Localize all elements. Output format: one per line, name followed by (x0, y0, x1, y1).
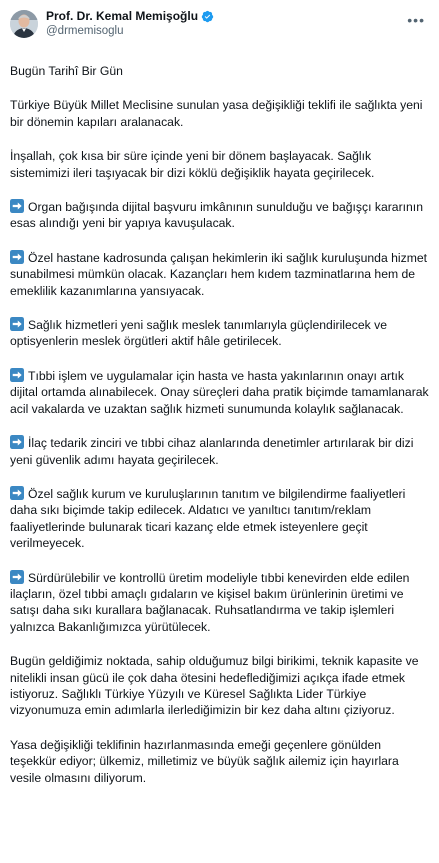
outro-paragraph: Yasa değişikliği teklifinin hazırlanmasında emeği geçenlere gönülden teşekkür ediyor; ülkemiz, milletimiz ve büyük sağlık ailemiz için hayırlara vesile olmasını diliyorum. (10, 737, 399, 785)
avatar[interactable] (10, 10, 38, 38)
post-title: Bugün Tarihî Bir Gün (10, 64, 123, 78)
post-header (10, 9, 429, 53)
intro-paragraph: Türkiye Büyük Millet Meclisine sunulan yasa değişikliği teklifi ile sağlıkta yeni bir dönemin kapıları aralanacak. (10, 98, 423, 129)
bullet-item (10, 435, 429, 468)
bullet-text: Özel hastane kadrosunda çalışan hekimlerin iki sağlık kuruluşunda hizmet sunabilmesi mümkün olacak. Kazançları hem kıdem tazminatlarına hem de emeklilik kazanımlarına yansıyacak. (10, 250, 428, 298)
post-text (10, 63, 429, 786)
verified-badge-icon (201, 10, 214, 23)
intro-paragraph: İnşallah, çok kısa bir süre içinde yeni bir dönem başlayacak. Sağlık sistemimizi ileri taşıyacak bir dizi köklü değişiklik hayata geçirilecek. (10, 149, 375, 180)
bullet-text: Özel sağlık kurum ve kuruluşlarının tanıtım ve bilgilendirme faaliyetleri daha sıkı biçimde takip edilecek. Aldatıcı ve yanıltıcı tanıtım/reklam faaliyetlerinde bulunarak ticari kazanç elde etmek isteyenlere geçit verilmeyecek. (10, 486, 406, 551)
right-arrow-emoji-icon (10, 199, 24, 213)
right-arrow-emoji-icon (10, 250, 24, 264)
outro-paragraph: Bugün geldiğimiz noktada, sahip olduğumuz bilgi birikimi, teknik kapasite ve nitelikli insan gücü ile çok daha ötesini hedeflediğimizi açıkça ifade etmek istiyoruz. Sağlıklı Türkiye Yüzyılı ve Küresel Sağlıkta Lider Türkiye vizyonumuza emin adımlarla ilerlediğimizin bir kez daha altını çiziyoruz. (10, 654, 419, 718)
bullet-item (10, 199, 429, 232)
bullet-item (10, 570, 429, 636)
bullet-list (10, 199, 429, 635)
bullet-text: İlaç tedarik zinciri ve tıbbi cihaz alanlarında denetimler artırılarak bir dizi yeni güvenlik adımı hayata geçirilecek. (10, 436, 414, 467)
bullet-item (10, 368, 429, 417)
bullet-text: Sürdürülebilir ve kontrollü üretim modeliyle tıbbi kenevirden elde edilen ilaçların, özel tıbbi amaçlı gıdaların ve kişisel bakım ürünlerinin üretimi ve satışı daha sıkı kurallara bağlanacak. Ruhsatlandırma ve takip işlemleri yalnızca Bakanlığımızca yürütülecek. (10, 570, 410, 634)
bullet-text: Sağlık hizmetleri yeni sağlık meslek tanımlarıyla güçlendirilecek ve optisyenlerin meslek örgütleri aktif hâle getirilecek. (10, 318, 388, 349)
right-arrow-emoji-icon (10, 368, 24, 382)
display-name[interactable]: Prof. Dr. Kemal Memişoğlu (46, 9, 199, 23)
right-arrow-emoji-icon (10, 486, 24, 500)
right-arrow-emoji-icon (10, 570, 24, 584)
avatar-image (10, 10, 38, 38)
bullet-item (10, 486, 429, 552)
handle[interactable]: @drmemisoglu (46, 25, 124, 37)
more-horizontal-icon[interactable]: ••• (407, 12, 425, 28)
bullet-text: Tıbbi işlem ve uygulamalar için hasta ve hasta yakınlarının onayı artık dijital ortamda alınabilecek. Onay süreçleri daha pratik biçimde tamamlanarak acil vakalarda ve uzaktan sağlık hizmeti sunumunda kolaylık sağlanacak. (10, 368, 429, 416)
author-names (46, 9, 214, 39)
bullet-item (10, 250, 429, 299)
bullet-text: Organ bağışında dijital başvuru imkânının sunulduğu ve bağışçı kararının esas alındığı yeni bir yapıya kavuşulacak. (10, 200, 423, 231)
right-arrow-emoji-icon (10, 317, 24, 331)
right-arrow-emoji-icon (10, 435, 24, 449)
bullet-item (10, 317, 429, 350)
